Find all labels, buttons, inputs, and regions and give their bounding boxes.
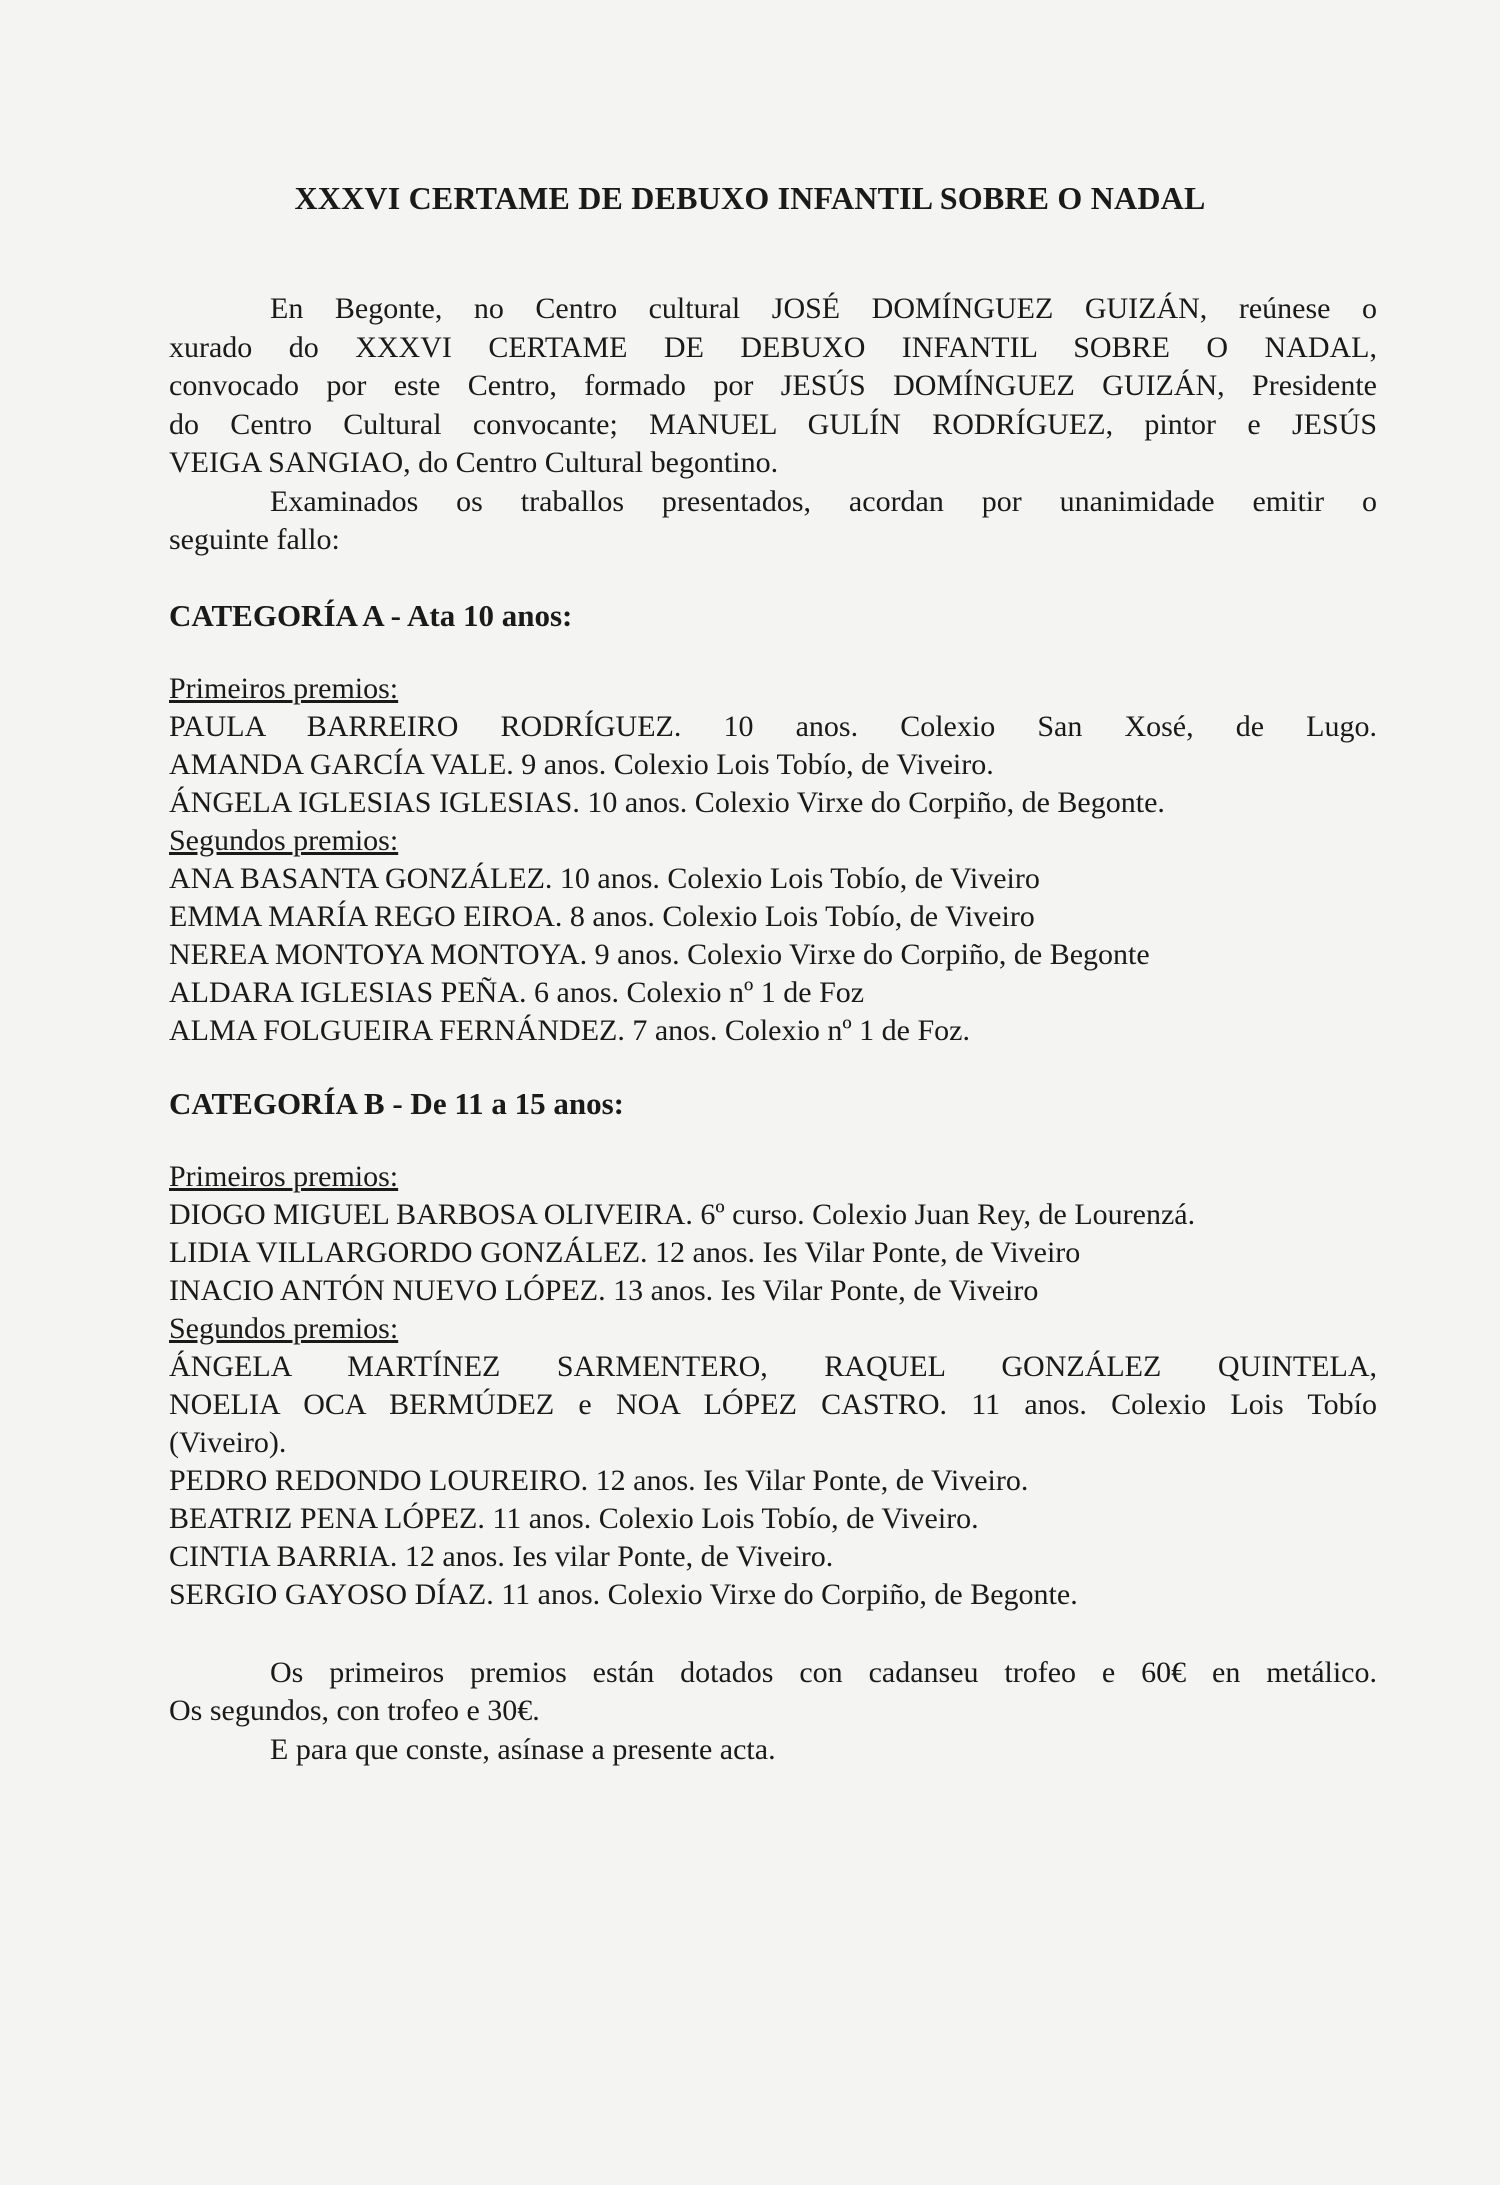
closing-paragraph: [169, 1654, 1377, 1731]
category-a-second-prize: ALMA FOLGUEIRA FERNÁNDEZ. 7 anos. Colexio nº 1 de Foz.: [169, 1013, 970, 1047]
category-a-first-prizes-label: Primeiros premios:: [169, 671, 399, 705]
category-b-second-prize: BEATRIZ PENA LÓPEZ. 11 anos. Colexio Lois Tobío, de Viveiro.: [169, 1501, 979, 1535]
category-a-second-prize: NEREA MONTOYA MONTOYA. 9 anos. Colexio Virxe do Corpiño, de Begonte: [169, 937, 1150, 971]
category-a-second-prize: ANA BASANTA GONZÁLEZ. 10 anos. Colexio Lois Tobío, de Viveiro: [169, 861, 1040, 895]
verdict-line: Examinados os traballos presentados, acordan por unanimidade emitir o: [270, 484, 1377, 518]
category-b-group-prize-line: ÁNGELA MARTÍNEZ SARMENTERO, RAQUEL GONZÁLEZ QUINTELA,: [169, 1349, 1377, 1383]
verdict-paragraph: [169, 483, 1377, 560]
category-b-second-prizes-label: Segundos premios:: [169, 1311, 399, 1345]
category-b-heading: CATEGORÍA B - De 11 a 15 anos:: [169, 1085, 624, 1121]
category-b-group-prize-line: (Viveiro).: [169, 1425, 287, 1459]
document-title: XXXVI CERTAME DE DEBUXO INFANTIL SOBRE O NADAL: [294, 180, 1206, 216]
intro-paragraph: [169, 290, 1377, 483]
category-b-first-prizes-label: Primeiros premios:: [169, 1159, 399, 1193]
category-a-second-prizes-label: Segundos premios:: [169, 823, 399, 857]
verdict-line: seguinte fallo:: [169, 523, 340, 556]
intro-line: xurado do XXXVI CERTAME DE DEBUXO INFANTIL SOBRE O NADAL,: [169, 330, 1377, 364]
category-b-second-prize: SERGIO GAYOSO DÍAZ. 11 anos. Colexio Virxe do Corpiño, de Begonte.: [169, 1577, 1078, 1611]
intro-line: VEIGA SANGIAO, do Centro Cultural begontino.: [169, 446, 779, 479]
category-b-first-prize: LIDIA VILLARGORDO GONZÁLEZ. 12 anos. Ies Vilar Ponte, de Viveiro: [169, 1235, 1081, 1269]
category-b-first-prize: DIOGO MIGUEL BARBOSA OLIVEIRA. 6º curso. Colexio Juan Rey, de Lourenzá.: [169, 1197, 1196, 1231]
category-b-first-prize: INACIO ANTÓN NUEVO LÓPEZ. 13 anos. Ies Vilar Ponte, de Viveiro: [169, 1273, 1039, 1307]
category-a-second-prize: EMMA MARÍA REGO EIROA. 8 anos. Colexio Lois Tobío, de Viveiro: [169, 899, 1035, 933]
closing-line: Os primeiros premios están dotados con cadanseu trofeo e 60€ en metálico.: [270, 1655, 1377, 1689]
category-a-heading: CATEGORÍA A - Ata 10 anos:: [169, 597, 573, 633]
closing-line: Os segundos, con trofeo e 30€.: [169, 1694, 540, 1727]
document-body: [169, 290, 1377, 1769]
closing-signature-line: E para que conste, asínase a presente acta.: [270, 1732, 776, 1766]
intro-line: En Begonte, no Centro cultural JOSÉ DOMÍNGUEZ GUIZÁN, reúnese o: [270, 292, 1377, 325]
category-a-first-prize: ÁNGELA IGLESIAS IGLESIAS. 10 anos. Colexio Virxe do Corpiño, de Begonte.: [169, 785, 1165, 819]
category-a-first-prize: PAULA BARREIRO RODRÍGUEZ. 10 anos. Colexio San Xosé, de Lugo.: [169, 709, 1377, 743]
category-a-first-prize: AMANDA GARCÍA VALE. 9 anos. Colexio Lois Tobío, de Viveiro.: [169, 747, 994, 781]
category-b-group-prize-line: NOELIA OCA BERMÚDEZ e NOA LÓPEZ CASTRO. 11 anos. Colexio Lois Tobío: [169, 1387, 1377, 1421]
category-a-second-prize: ALDARA IGLESIAS PEÑA. 6 anos. Colexio nº 1 de Foz: [169, 975, 865, 1009]
category-b-second-prize: PEDRO REDONDO LOUREIRO. 12 anos. Ies Vilar Ponte, de Viveiro.: [169, 1463, 1029, 1497]
intro-line: do Centro Cultural convocante; MANUEL GULÍN RODRÍGUEZ, pintor e JESÚS: [169, 407, 1377, 441]
intro-line: convocado por este Centro, formado por JESÚS DOMÍNGUEZ GUIZÁN, Presidente: [169, 369, 1377, 402]
category-b-second-prize: CINTIA BARRIA. 12 anos. Ies vilar Ponte, de Viveiro.: [169, 1539, 834, 1573]
